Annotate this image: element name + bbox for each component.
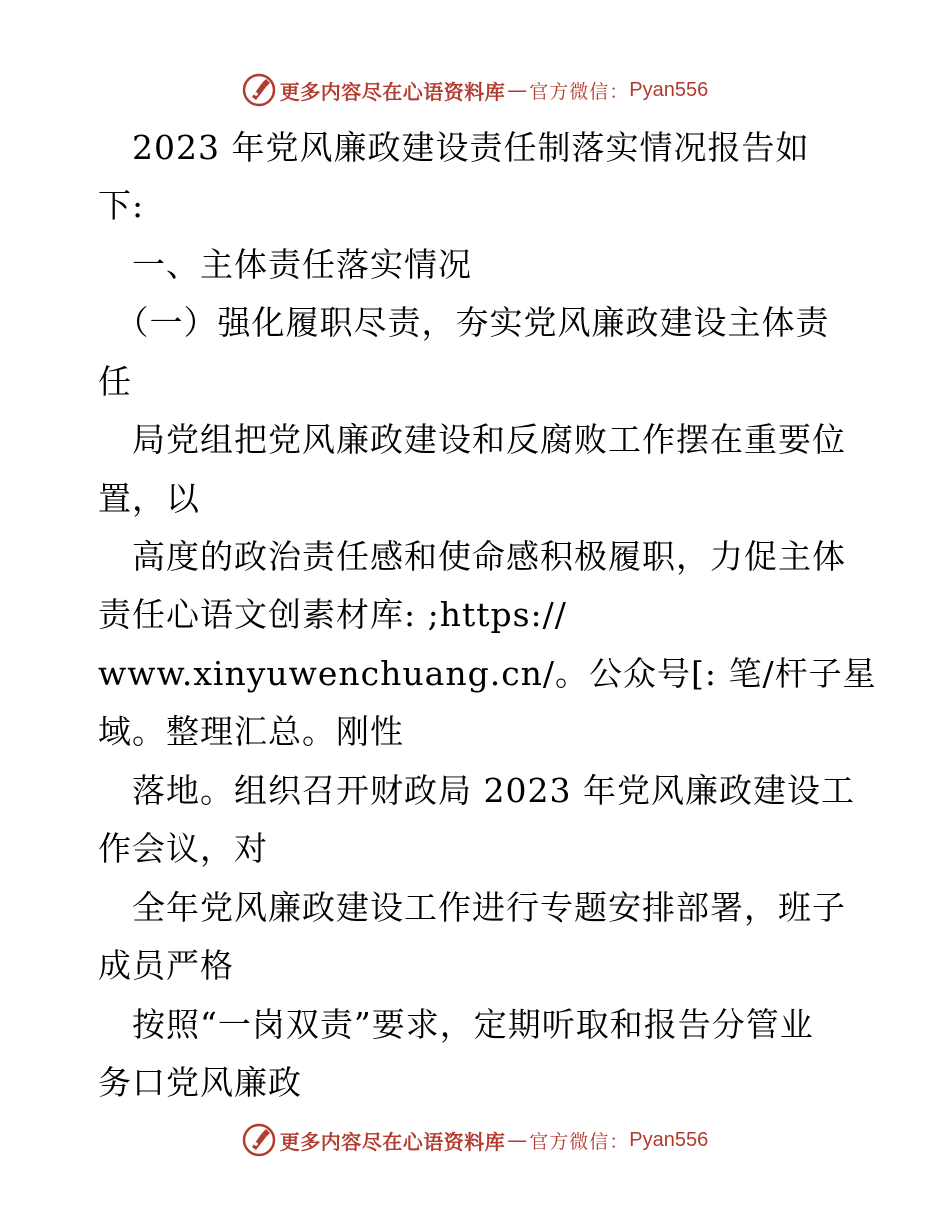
text-line: 务口党风廉政 xyxy=(98,1063,302,1102)
text-line: 一、主体责任落实情况 xyxy=(98,245,472,284)
text-line: （一）强化履职尽责，夯实党风廉政建设主体责 xyxy=(98,303,830,342)
footer-watermark-banner xyxy=(0,1118,950,1162)
text-line: 成员严格 xyxy=(98,946,234,985)
text-line: www.xinyuwenchuang.cn/。公众号[: 笔/杆子星 xyxy=(98,654,877,693)
text-line: 任 xyxy=(98,362,132,401)
banner-official-label: 官方微信： xyxy=(529,1130,630,1153)
text-line: 作会议，对 xyxy=(98,829,268,868)
pen-nib-logo-icon xyxy=(242,73,276,107)
header-watermark-banner xyxy=(0,68,950,112)
pen-nib-logo-icon xyxy=(242,1123,276,1157)
text-line: 按照“一岗双责”要求，定期听取和报告分管业 xyxy=(98,1005,814,1044)
banner-main-text: 更多内容尽在心语资料库 xyxy=(279,1129,506,1154)
text-line: 责任心语文创素材库: ;https:// xyxy=(98,595,567,634)
banner-main-text: 更多内容尽在心语资料库 xyxy=(279,79,506,104)
banner-official-label: 官方微信： xyxy=(529,80,630,103)
text-line: 高度的政治责任感和使命感积极履职，力促主体 xyxy=(98,537,846,576)
text-line: 局党组把党风廉政建设和反腐败工作摆在重要位 xyxy=(98,420,846,459)
text-line: 2023 年党风廉政建设责任制落实情况报告如 xyxy=(98,128,810,167)
text-line: 下: xyxy=(98,186,145,225)
banner-handle: Pyan556 xyxy=(629,78,709,101)
text-line: 置，以 xyxy=(98,479,200,518)
banner-dash: — xyxy=(507,78,528,102)
text-line: 落地。组织召开财政局 2023 年党风廉政建设工 xyxy=(98,771,855,810)
banner-handle: Pyan556 xyxy=(629,1128,709,1151)
text-line: 全年党风廉政建设工作进行专题安排部署，班子 xyxy=(98,888,846,927)
banner-dash: — xyxy=(507,1128,528,1152)
text-line: 域。整理汇总。刚性 xyxy=(98,712,404,751)
